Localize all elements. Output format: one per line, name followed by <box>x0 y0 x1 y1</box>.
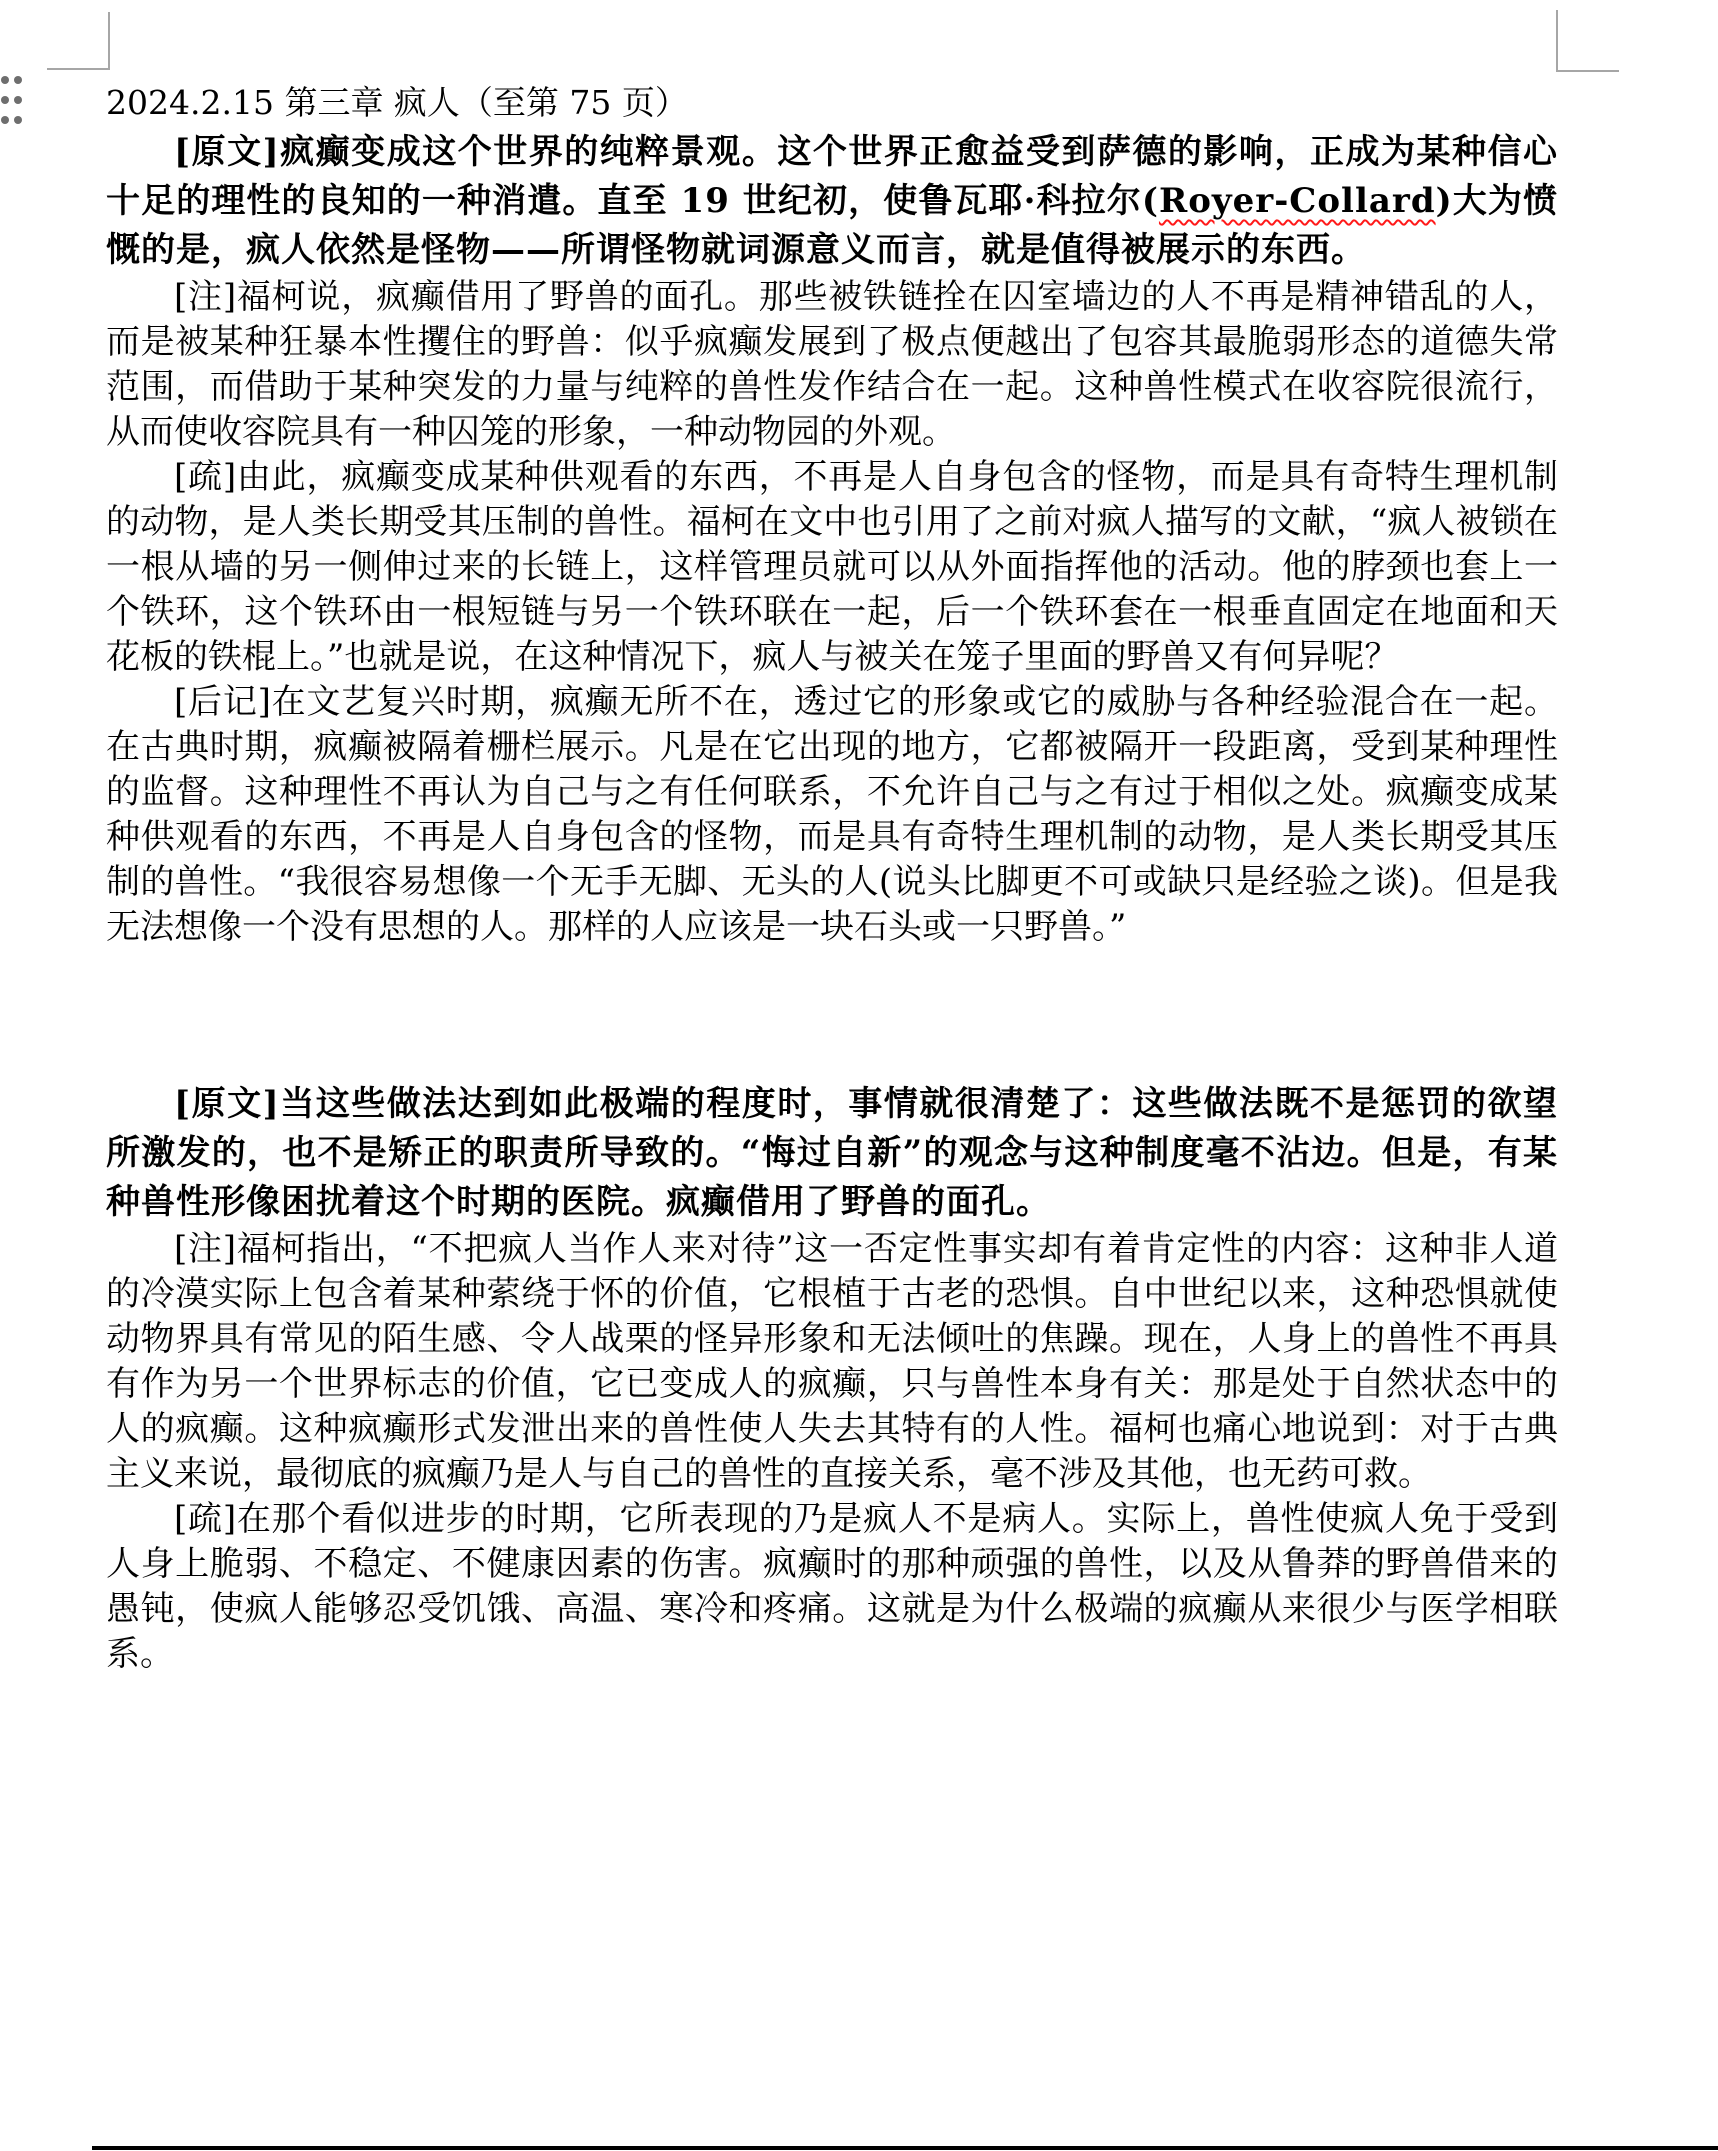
crop-mark-top-left-vertical <box>108 12 110 70</box>
paragraph-note <box>106 1227 1558 1497</box>
text-run: [后记]在文艺复兴时期，疯癫无所不在，透过它的形象或它的威胁与各种经验混合在一起。在古典时期，疯癫被隔着栅栏展示。凡是在它出现的地方，它都被隔开一段距离，受到某种理性的监督。这种理性不再认为自己与之有任何联系，不允许自己与之有过于相似之处。疯癫变成某种供观看的东西，不再是人自身包含的怪物，而是具有奇特生理机制的动物，是人类长期受其压制的兽性。“我很容易想像一个无手无脚、无头的人(说头比脚更不可或缺只是经验之谈)。但是我无法想像一个没有思想的人。那样的人应该是一块石头或一只野兽。” <box>106 682 1558 947</box>
crop-mark-top-right-vertical <box>1556 10 1558 72</box>
paragraph-blank <box>106 950 1558 1080</box>
drag-dot <box>1 76 9 84</box>
text-run: [疏]由此，疯癫变成某种供观看的东西，不再是人自身包含的怪物，而是具有奇特生理机制的动物，是人类长期受其压制的兽性。福柯在文中也引用了之前对疯人描写的文献，“疯人被锁在一根从墙的另一侧伸过来的长链上，这样管理员就可以从外面指挥他的活动。他的脖颈也套上一个铁环，这个铁环由一根短链与另一个铁环联在一起，后一个铁环套在一根垂直固定在地面和天花板的铁棍上。”也就是说，在这种情况下，疯人与被关在笼子里面的野兽又有何异呢？ <box>106 457 1558 677</box>
drag-dot <box>14 96 22 104</box>
text-run: [原文]疯癫变成这个世界的纯粹景观。这个世界正愈益受到萨德的影响，正成为某种信心十足的理性的良知的一种消遣。直至 19 世纪初，使鲁瓦耶·科拉尔( <box>106 132 1558 221</box>
paragraph-original <box>106 1080 1558 1227</box>
text-run: [原文]当这些做法达到如此极端的程度时，事情就很清楚了：这些做法既不是惩罚的欲望所激发的，也不是矫正的职责所导致的。“悔过自新”的观念与这种制度毫不沾边。但是，有某种兽性形像困扰着这个时期的医院。疯癫借用了野兽的面孔。 <box>106 1084 1558 1222</box>
document-page[interactable] <box>106 80 1558 1677</box>
drag-dot <box>1 96 9 104</box>
bottom-window-edge <box>92 2146 1718 2150</box>
drag-dot <box>14 116 22 124</box>
text-run: )大为愤慨的是，疯人依然是怪物——所谓怪物就词源意义而言，就是值得被展示的东西。 <box>106 181 1558 270</box>
spellcheck-underlined-text: Royer-Collard <box>1158 181 1436 221</box>
paragraph-shu <box>106 455 1558 680</box>
paragraph-note <box>106 275 1558 455</box>
paragraph-original <box>106 128 1558 275</box>
text-run: [疏]在那个看似进步的时期，它所表现的乃是疯人不是病人。实际上，兽性使疯人免于受到人身上脆弱、不稳定、不健康因素的伤害。疯癫时的那种顽强的兽性，以及从鲁莽的野兽借来的愚钝，使疯人能够忍受饥饿、高温、寒冷和疼痛。这就是为什么极端的疯癫从来很少与医学相联系。 <box>106 1499 1558 1674</box>
drag-dot <box>14 76 22 84</box>
drag-handle[interactable] <box>1 76 22 124</box>
drag-dot <box>1 116 9 124</box>
document-body <box>106 128 1558 1677</box>
crop-mark-top-left-horizontal <box>47 68 110 70</box>
text-run: [注]福柯指出，“不把疯人当作人来对待”这一否定性事实却有着肯定性的内容：这种非人道的冷漠实际上包含着某种萦绕于怀的价值，它根植于古老的恐惧。自中世纪以来，这种恐惧就使动物界具有常见的陌生感、令人战栗的怪异形象和无法倾吐的焦躁。现在，人身上的兽性不再具有作为另一个世界标志的价值，它已变成人的疯癫，只与兽性本身有关：那是处于自然状态中的人的疯癫。这种疯癫形式发泄出来的兽性使人失去其特有的人性。福柯也痛心地说到：对于古典主义来说，最彻底的疯癫乃是人与自己的兽性的直接关系，毫不涉及其他，也无药可救。 <box>106 1229 1558 1494</box>
paragraph-shu <box>106 1497 1558 1677</box>
crop-mark-top-right-horizontal <box>1556 70 1619 72</box>
text-run: [注]福柯说，疯癫借用了野兽的面孔。那些被铁链拴在囚室墙边的人不再是精神错乱的人，而是被某种狂暴本性攫住的野兽：似乎疯癫发展到了极点便越出了包容其最脆弱形态的道德失常范围，而借助于某种突发的力量与纯粹的兽性发作结合在一起。这种兽性模式在收容院很流行，从而使收容院具有一种囚笼的形象，一种动物园的外观。 <box>106 277 1558 452</box>
page-heading: 2024.2.15 第三章 疯人（至第 75 页） <box>106 83 688 122</box>
paragraph-postscript <box>106 680 1558 950</box>
